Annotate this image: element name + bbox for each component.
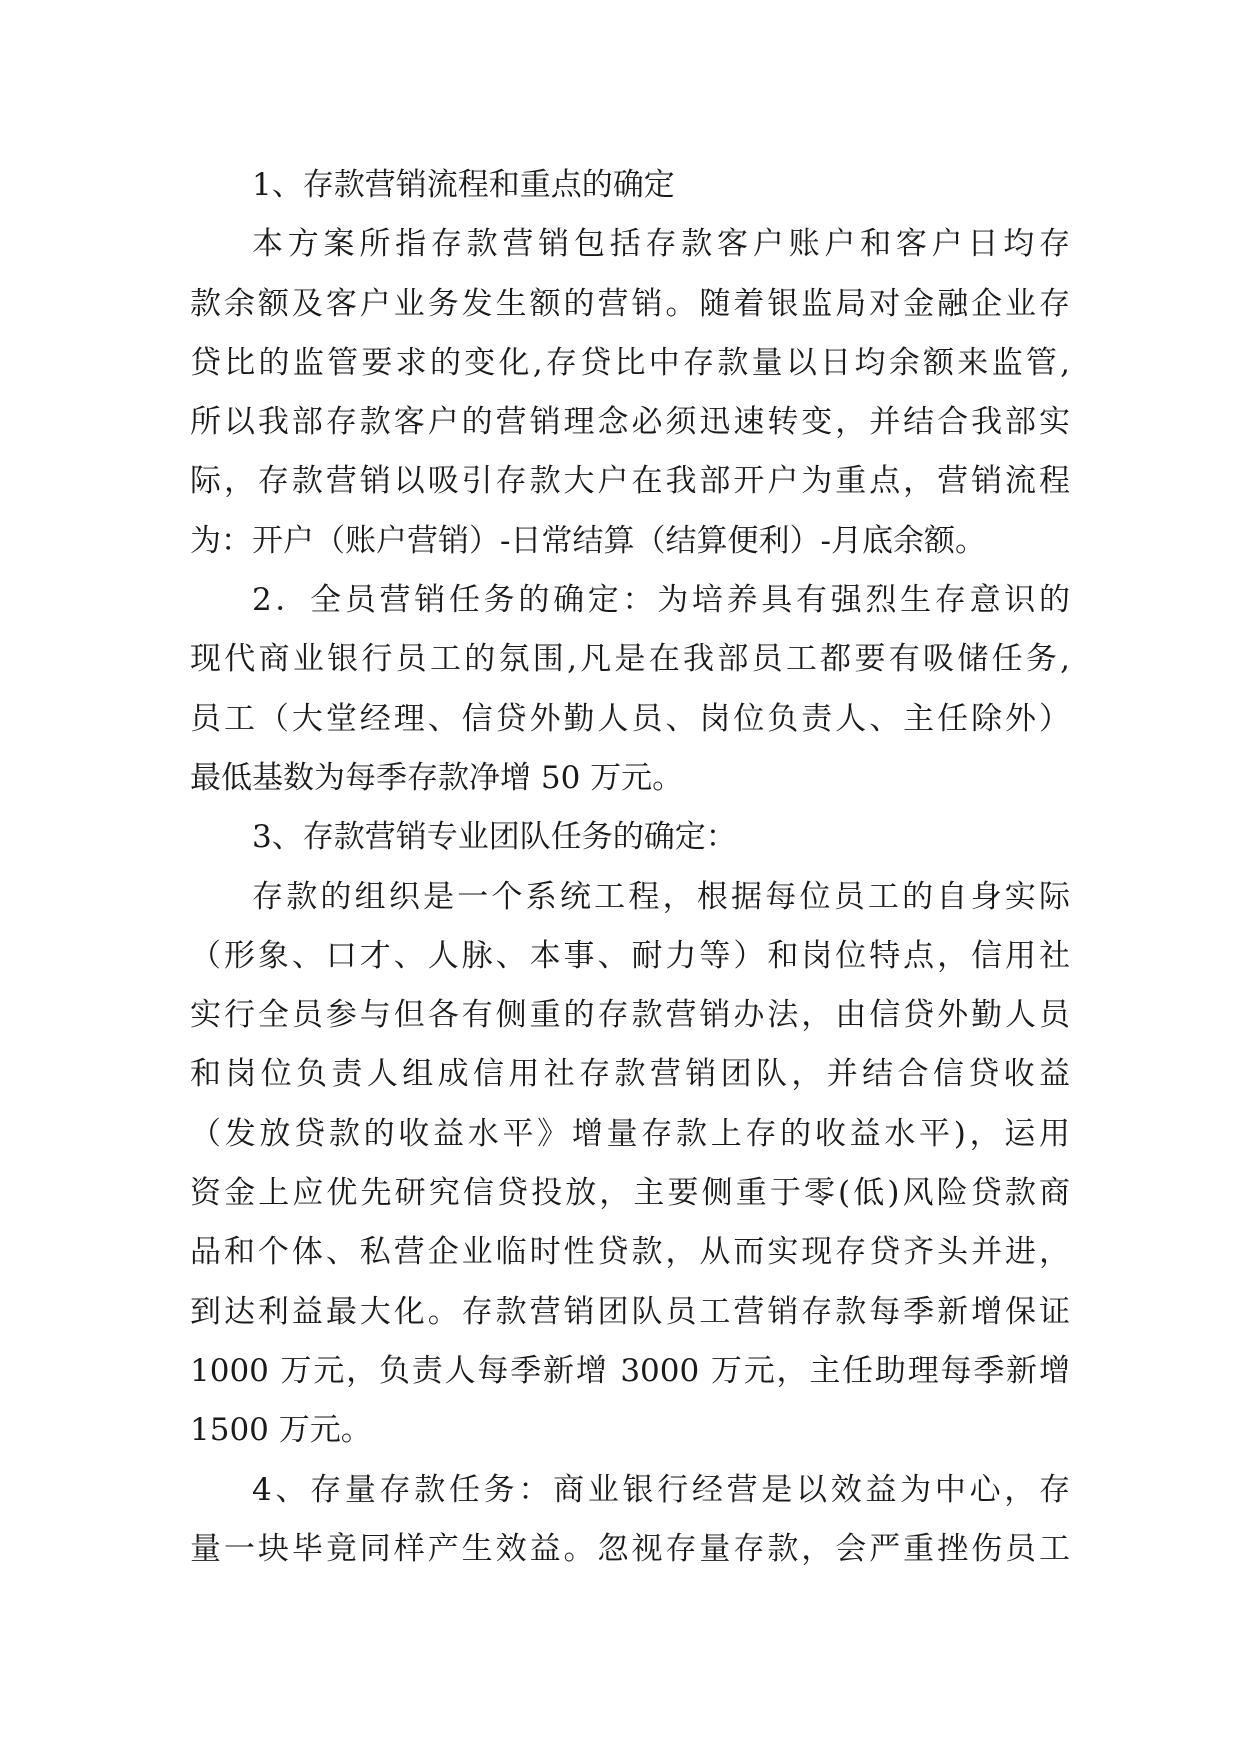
text-line: 品和个体、私营企业临时性贷款，从而实现存贷齐头并进， [190, 1234, 1070, 1271]
text-line: 资金上应优先研究信贷投放，主要侧重于零(低)风险贷款商 [190, 1175, 1070, 1212]
text-line: 实行全员参与但各有侧重的存款营销办法，由信贷外勤人员 [190, 997, 1070, 1034]
text-line: 到达利益最大化。存款营销团队员工营销存款每季新增保证 [190, 1293, 1070, 1330]
text-line: 1、存款营销流程和重点的确定 [252, 167, 675, 203]
text-line: 际，存款营销以吸引存款大户在我部开户为重点，营销流程 [190, 463, 1070, 500]
text-line: 现代商业银行员工的氛围,凡是在我部员工都要有吸储任务, [190, 641, 1070, 678]
text-line: 员工（大堂经理、信贷外勤人员、岗位负责人、主任除外） [190, 700, 1070, 737]
text-line: （形象、口才、人脉、本事、耐力等）和岗位特点，信用社 [190, 937, 1070, 974]
text-line: 量一块毕竟同样产生效益。忽视存量存款，会严重挫伤员工 [190, 1530, 1070, 1567]
text-line: 最低基数为每季存款净增 50 万元。 [190, 759, 684, 796]
text-line: 本方案所指存款营销包括存款客户账户和客户日均存 [252, 226, 1070, 263]
text-line: 款余额及客户业务发生额的营销。随着银监局对金融企业存 [190, 285, 1070, 322]
text-line: 所以我部存款客户的营销理念必须迅速转变，并结合我部实 [190, 404, 1070, 441]
text-line: 1000 万元，负责人每季新增 3000 万元，主任助理每季新增 [190, 1352, 1070, 1389]
document-body [190, 156, 1070, 1579]
text-line: （发放贷款的收益水平》增量存款上存的收益水平)，运用 [190, 1115, 1070, 1152]
text-line: 4、存量存款任务：商业银行经营是以效益为中心，存 [252, 1471, 1070, 1508]
text-line: 3、存款营销专业团队任务的确定： [252, 819, 737, 856]
text-line: 存款的组织是一个系统工程，根据每位员工的自身实际 [252, 878, 1070, 915]
text-line: 2．全员营销任务的确定：为培养具有强烈生存意识的 [252, 582, 1070, 619]
text-line: 为：开户（账户营销）-日常结算（结算便利）-月底余额。 [190, 522, 986, 559]
text-line: 贷比的监管要求的变化,存贷比中存款量以日均余额来监管, [190, 344, 1070, 381]
text-line: 和岗位负责人组成信用社存款营销团队，并结合信贷收益 [190, 1056, 1070, 1093]
text-line: 1500 万元。 [190, 1412, 372, 1449]
